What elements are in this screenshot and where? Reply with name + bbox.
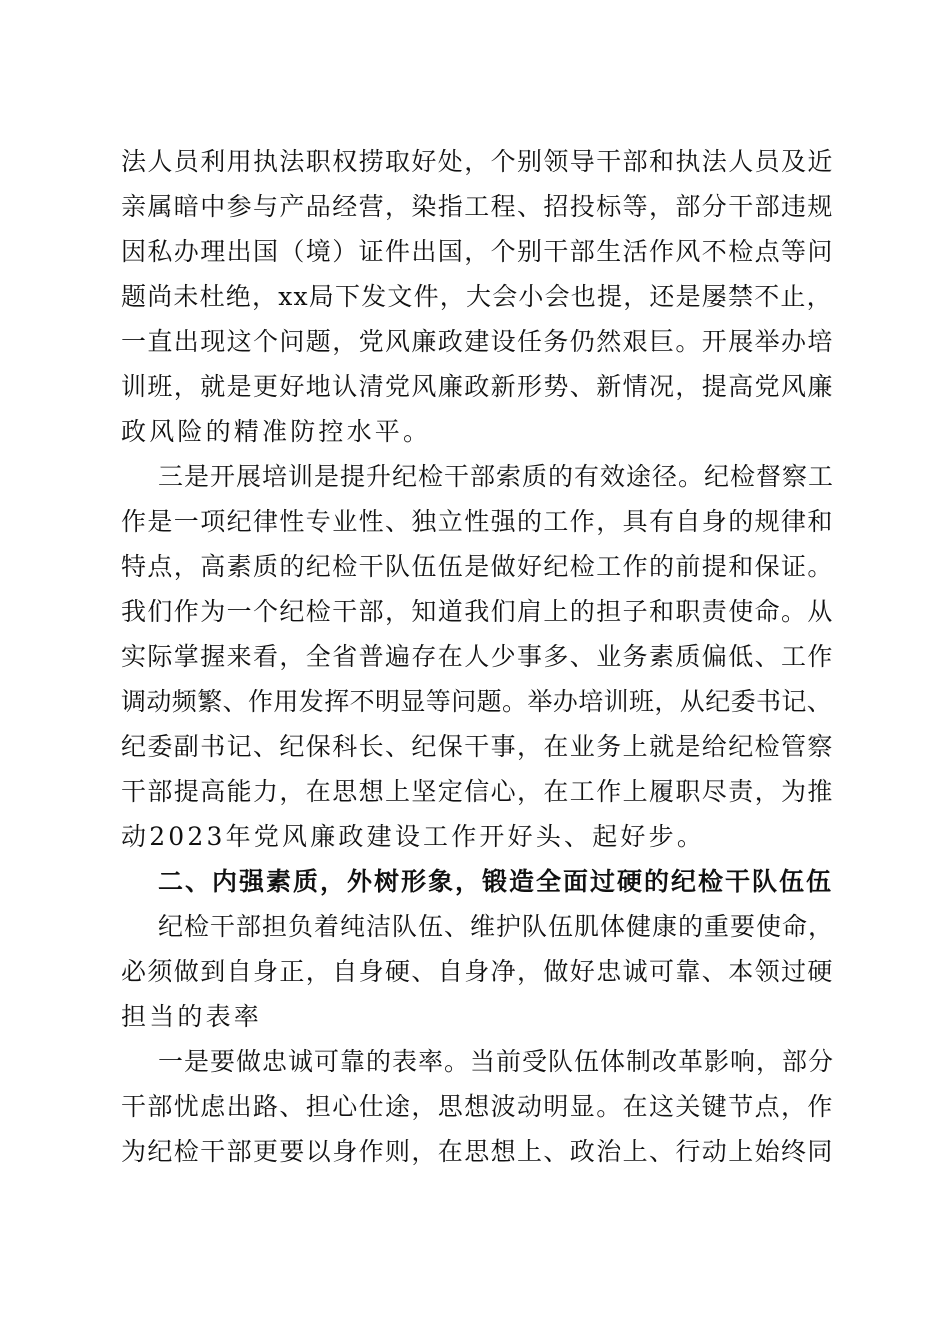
text-line-5: 一直出现这个问题，党风廉政建设任务仍然艰巨。开展举办培 [121,327,834,356]
text-line-12: 实际掌握来看，全省普遍存在人少事多、业务素质偏低、工作 [121,642,834,671]
text-line-8: 三是开展培训是提升纪检干部索质的有效途径。纪检督察工 [158,462,835,491]
text-line-2: 亲属暗中参与产品经营，染指工程、招投标等，部分干部违规 [121,192,834,221]
text-line-10: 特点，高素质的纪检干队伍伍是做好纪检工作的前提和保证。 [121,552,834,581]
text-line-22: 干部忧虑出路、担心仕途，思想波动明显。在这关键节点，作 [121,1092,834,1121]
text-line-1: 法人员利用执法职权捞取好处，个别领导干部和执法人员及近 [121,147,834,176]
text-line-15: 干部提高能力，在思想上坚定信心，在工作上履职尽责，为推 [121,777,834,806]
text-line-21: 一是要做忠诚可靠的表率。当前受队伍体制改革影响，部分 [158,1047,835,1076]
text-line-14: 纪委副书记、纪保科长、纪保干事，在业务上就是给纪检管察 [121,732,834,761]
text-line-11: 我们作为一个纪检干部，知道我们肩上的担子和职责使命。从 [121,597,834,626]
text-line-9: 作是一项纪律性专业性、独立性强的工作，具有自身的规律和 [121,507,834,536]
text-line-23: 为纪检干部更要以身作则，在思想上、政治上、行动上始终同 [121,1137,834,1166]
text-line-6: 训班，就是更好地认清党风廉政新形势、新情况，提高党风廉 [121,372,834,401]
text-line-19: 必须做到自身正，自身硬、自身净，做好忠诚可靠、本领过硬 [121,957,834,986]
text-line-20: 担当的表率 [121,1002,263,1031]
text-line-18: 纪检干部担负着纯洁队伍、维护队伍肌体健康的重要使命， [158,912,835,941]
text-line-13: 调动频繁、作用发挥不明显等问题。举办培训班，从纪委书记、 [121,687,833,716]
section-heading: 二、内强素质，外树形象，锻造全面过硬的纪检干队伍伍 [158,867,834,896]
text-line-3: 因私办理出国（境）证件出国，个别干部生活作风不检点等问 [121,237,834,266]
text-line-4: 题尚未杜绝，xx局下发文件，大会小会也提，还是屡禁不止， [121,282,833,311]
text-line-16: 动2023年党风廉政建设工作开好头、起好步。 [121,822,706,851]
text-line-7: 政风险的精准防控水平。 [121,417,432,446]
